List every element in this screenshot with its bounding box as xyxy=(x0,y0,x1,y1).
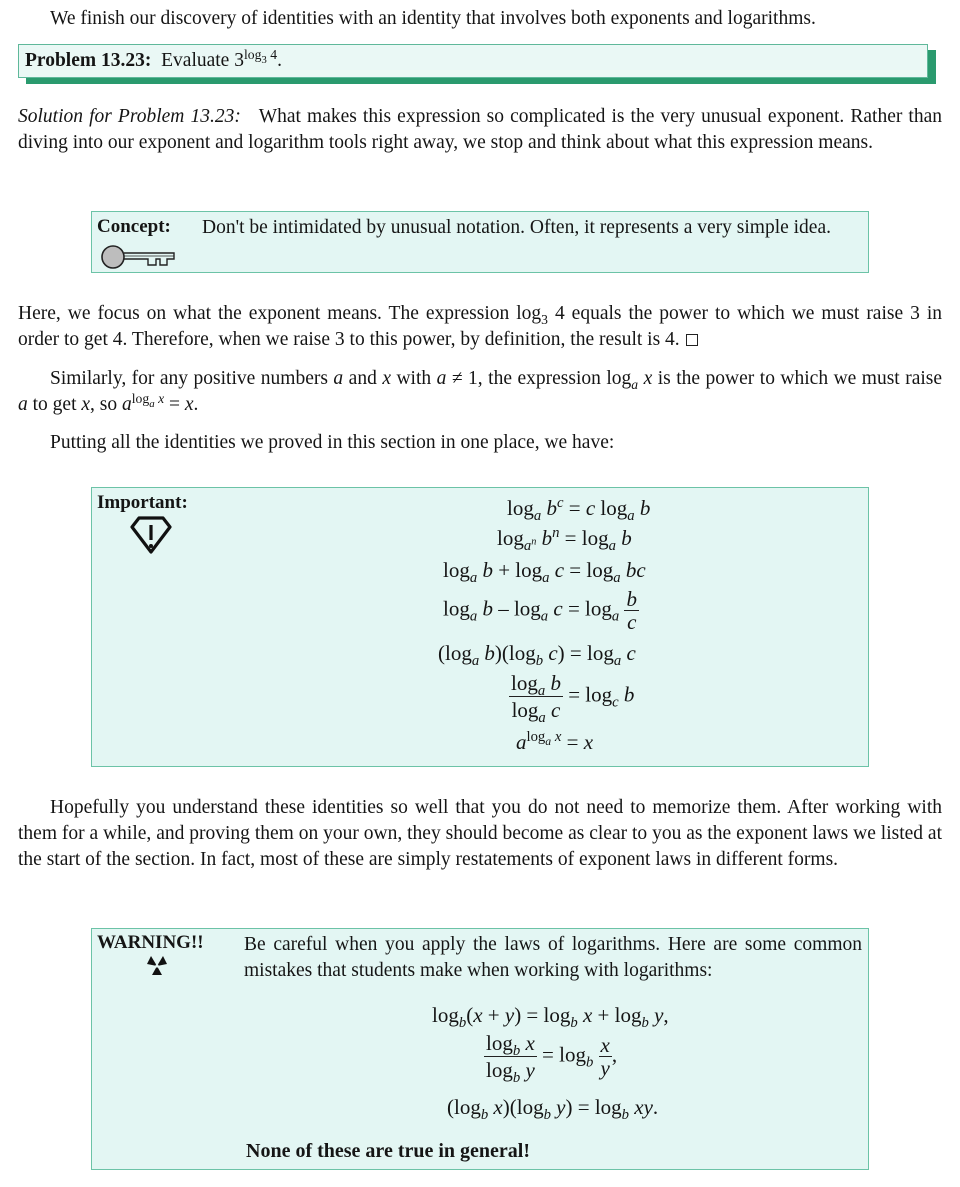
problem-exponent-arg: 4 xyxy=(266,46,278,62)
var-a: a xyxy=(631,376,639,392)
important-box xyxy=(91,487,869,767)
qed-square-icon xyxy=(686,334,698,346)
focus-log-base: 3 xyxy=(541,311,548,327)
problem-exponent-base: 3 xyxy=(261,53,267,66)
focus-text-2: 4 equals the power to which we must raise 3 in order to get 4. Therefore, when we raise 3 to this power, by definition, the result is 4. xyxy=(18,303,942,350)
mistake-product: ($\log_b$ $x)(\log_b$ $y) = \log_b$ xy. xyxy=(447,1095,659,1124)
var-a: a xyxy=(18,394,28,415)
warning-box xyxy=(91,928,869,1170)
identity-difference: $\log_a b - \log_a c = \log_a$ $\frac{b}{c}$ xyxy=(443,587,637,634)
identity-base-power: $\log_{a^n} b^n = \log_a b$ xyxy=(497,524,632,555)
similarly-text-3: with xyxy=(390,368,437,389)
problem-box xyxy=(18,44,936,84)
var-a: a xyxy=(149,397,155,410)
solution-paragraph xyxy=(18,104,942,156)
mistake-sum: $\log_b(x + y) = \log_b x + \log_b y$, xyxy=(432,1003,669,1032)
similarly-text-1: Similarly, for any positive numbers xyxy=(50,368,334,389)
hopefully-paragraph: Hopefully you understand these identities so well that you do not need to memorize them. After working with them for a while, and proving them on your own, they should become as clear to you as the exponent laws we listed at the start of the section. In fact, most of these are simply restatements of exponent laws in different forms. xyxy=(18,797,942,870)
warning-triangle-icon xyxy=(130,515,172,555)
concept-label: Concept: xyxy=(97,216,171,237)
var-x: x xyxy=(158,390,165,406)
putting-paragraph: Putting all the identities we proved in this section in one place, we have: xyxy=(50,432,615,453)
similarly-text-2: and xyxy=(343,368,383,389)
problem-period: . xyxy=(277,50,282,71)
key-icon xyxy=(100,244,176,270)
mistake-quotient: $\frac{\log_b x}{\log_b y}$ = $\log_b$ $\frac{x}{y}$ , xyxy=(486,1031,618,1087)
var-a: a xyxy=(122,394,132,415)
similarly-paragraph: Similarly, for any positive numbers a and x with a ≠ 1, the expression $\log_a x$ is the power to which we must raise a to get x, so $a^{log_a x} = x$. xyxy=(18,368,943,415)
radiation-icon xyxy=(146,956,168,976)
var-x: x xyxy=(382,368,391,389)
similarly-end: . xyxy=(193,394,199,415)
concept-box xyxy=(91,211,869,273)
solution-text: What makes this expression so complicated is the very unusual exponent. Rather than diving into our exponent and logarithm tools right away, we stop and think about what this expression means. xyxy=(18,106,942,153)
warning-text: Be careful when you apply the laws of logarithms. Here are some common mistakes that students make when working with logarithms: xyxy=(244,934,862,981)
problem-label: Problem 13.23: xyxy=(25,50,152,71)
identity-inverse: $a^{log_a x} = x$ xyxy=(516,728,594,754)
var-a: a xyxy=(436,368,447,389)
important-label: Important: xyxy=(97,492,188,513)
problem-exponent-log: log xyxy=(243,46,262,62)
solution-label: Solution for Problem 13.23: xyxy=(18,106,241,127)
identity-sum: $\log_a b + \log_a c = \log_a$ bc xyxy=(443,558,646,587)
warning-conclusion: None of these are true in general! xyxy=(246,1140,531,1162)
problem-text: Evaluate 3 xyxy=(161,50,244,71)
focus-text-1: Here, we focus on what the exponent means. The expression log xyxy=(18,303,542,324)
identity-power-rule: $\log_a b^c = c$ $\log_a b$ xyxy=(507,494,651,525)
var-x: x xyxy=(184,394,194,415)
similarly-text-4: ≠ 1, the expression log xyxy=(446,368,632,389)
identity-change-of-base: $\frac{\log_a b}{\log_a c}$ = $\log_c b$ xyxy=(511,671,635,727)
similarly-text-5: is the power to which we must raise xyxy=(652,368,943,389)
warning-label: WARNING!! xyxy=(97,932,204,953)
var-x: x xyxy=(643,368,653,389)
similarly-text-7: , so xyxy=(90,394,122,415)
concept-text: Don't be intimidated by unusual notation. Often, it represents a very simple idea. xyxy=(202,217,831,238)
identity-chain: ($\log_a$ $b)(\log_b$ $c) = \log_a c$ xyxy=(438,641,636,670)
similarly-text-8: = xyxy=(164,394,185,415)
similarly-text-6: to get xyxy=(27,394,82,415)
var-x: x xyxy=(81,394,91,415)
intro-paragraph: We finish our discovery of identities with an identity that involves both exponents and logarithms. xyxy=(50,8,816,29)
focus-paragraph xyxy=(18,301,942,353)
var-a: a xyxy=(333,368,344,389)
problem-statement xyxy=(25,46,282,72)
